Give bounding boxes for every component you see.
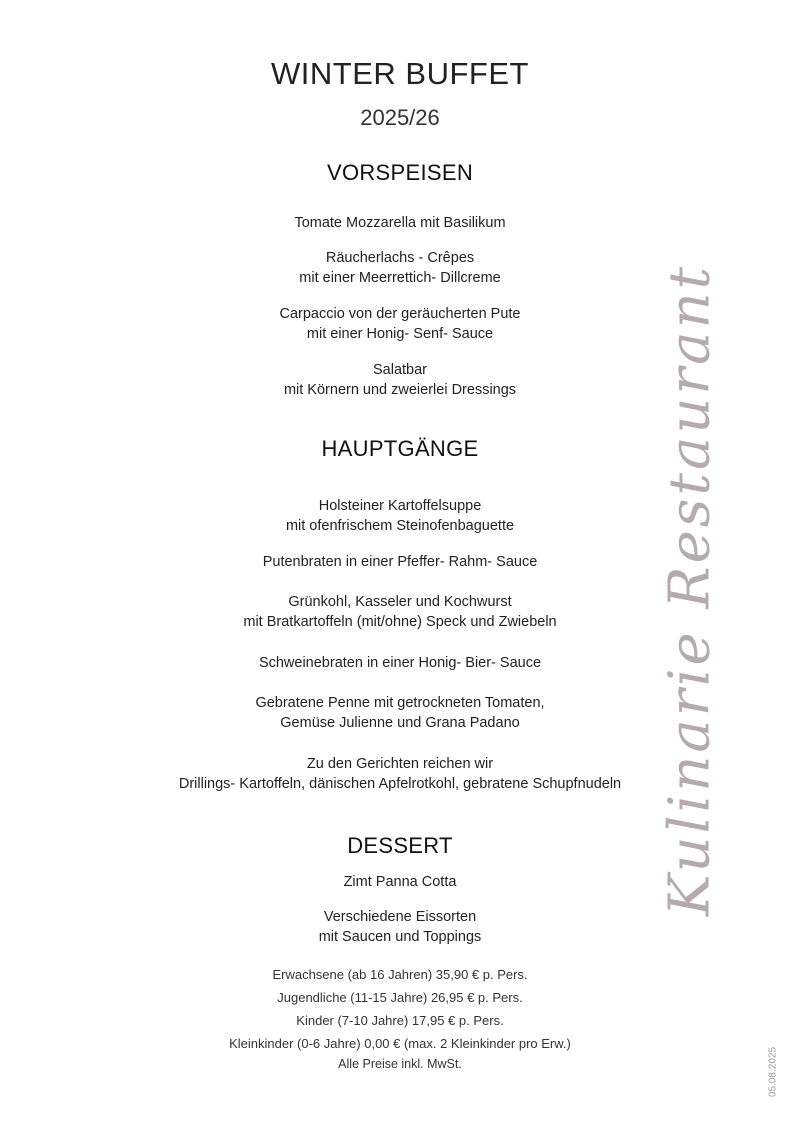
dish-name: Tomate Mozzarella mit Basilikum	[294, 215, 506, 231]
dish-name: Zimt Panna Cotta	[343, 874, 457, 890]
starter-item-1	[0, 213, 800, 233]
dish-description: mit Körnern und zweierlei Dressings	[283, 382, 517, 398]
date-stamp-text: 05.08.2025	[767, 1046, 779, 1098]
dish-description: mit Saucen und Toppings	[318, 929, 482, 945]
dish-name: Grünkohl, Kasseler und Kochwurst	[288, 594, 512, 610]
vat-note: Alle Preise inkl. MwSt.	[338, 1057, 462, 1071]
dish-name: Holsteiner Kartoffelsuppe	[318, 498, 482, 514]
dish-name: Schweinebraten in einer Honig- Bier- Sauce	[258, 655, 542, 671]
menu-title: WINTER BUFFET	[271, 56, 529, 91]
dish-name: Verschiedene Eissorten	[323, 909, 477, 925]
section-heading-dessert: DESSERT	[347, 833, 453, 858]
brand-logo-text: Kulinarie Restaurant	[657, 263, 723, 917]
dish-description: Gemüse Julienne und Grana Padano	[280, 715, 520, 731]
section-heading-mains: HAUPTGÄNGE	[321, 436, 479, 461]
dish-description: Drillings- Kartoffeln, dänischen Apfelrotkohl, gebratene Schupfnudeln	[178, 776, 622, 792]
price-adults: Erwachsene (ab 16 Jahren) 35,90 € p. Pers.	[272, 967, 528, 982]
price-teens: Jugendliche (11-15 Jahre) 26,95 € p. Pers.	[277, 990, 523, 1005]
dish-description: mit ofenfrischem Steinofenbaguette	[285, 518, 515, 534]
dish-name: Zu den Gerichten reichen wir	[306, 756, 494, 772]
dish-name: Salatbar	[372, 362, 427, 378]
price-infants: Kleinkinder (0-6 Jahre) 0,00 € (max. 2 Kleinkinder pro Erw.)	[229, 1036, 571, 1051]
dish-name: Carpaccio von der geräucherten Pute	[279, 306, 521, 322]
dish-description: mit einer Meerrettich- Dillcreme	[299, 270, 501, 286]
dish-description: mit einer Honig- Senf- Sauce	[306, 326, 494, 342]
dish-name: Putenbraten in einer Pfeffer- Rahm- Sauce	[262, 554, 538, 570]
dish-name: Gebratene Penne mit getrockneten Tomaten,	[255, 695, 545, 711]
dish-name: Räucherlachs - Crêpes	[325, 250, 475, 266]
section-heading-starters: VORSPEISEN	[326, 160, 474, 185]
price-children: Kinder (7-10 Jahre) 17,95 € p. Pers.	[296, 1013, 504, 1028]
dish-description: mit Bratkartoffeln (mit/ohne) Speck und Zwiebeln	[243, 614, 557, 630]
menu-season: 2025/26	[360, 105, 440, 130]
